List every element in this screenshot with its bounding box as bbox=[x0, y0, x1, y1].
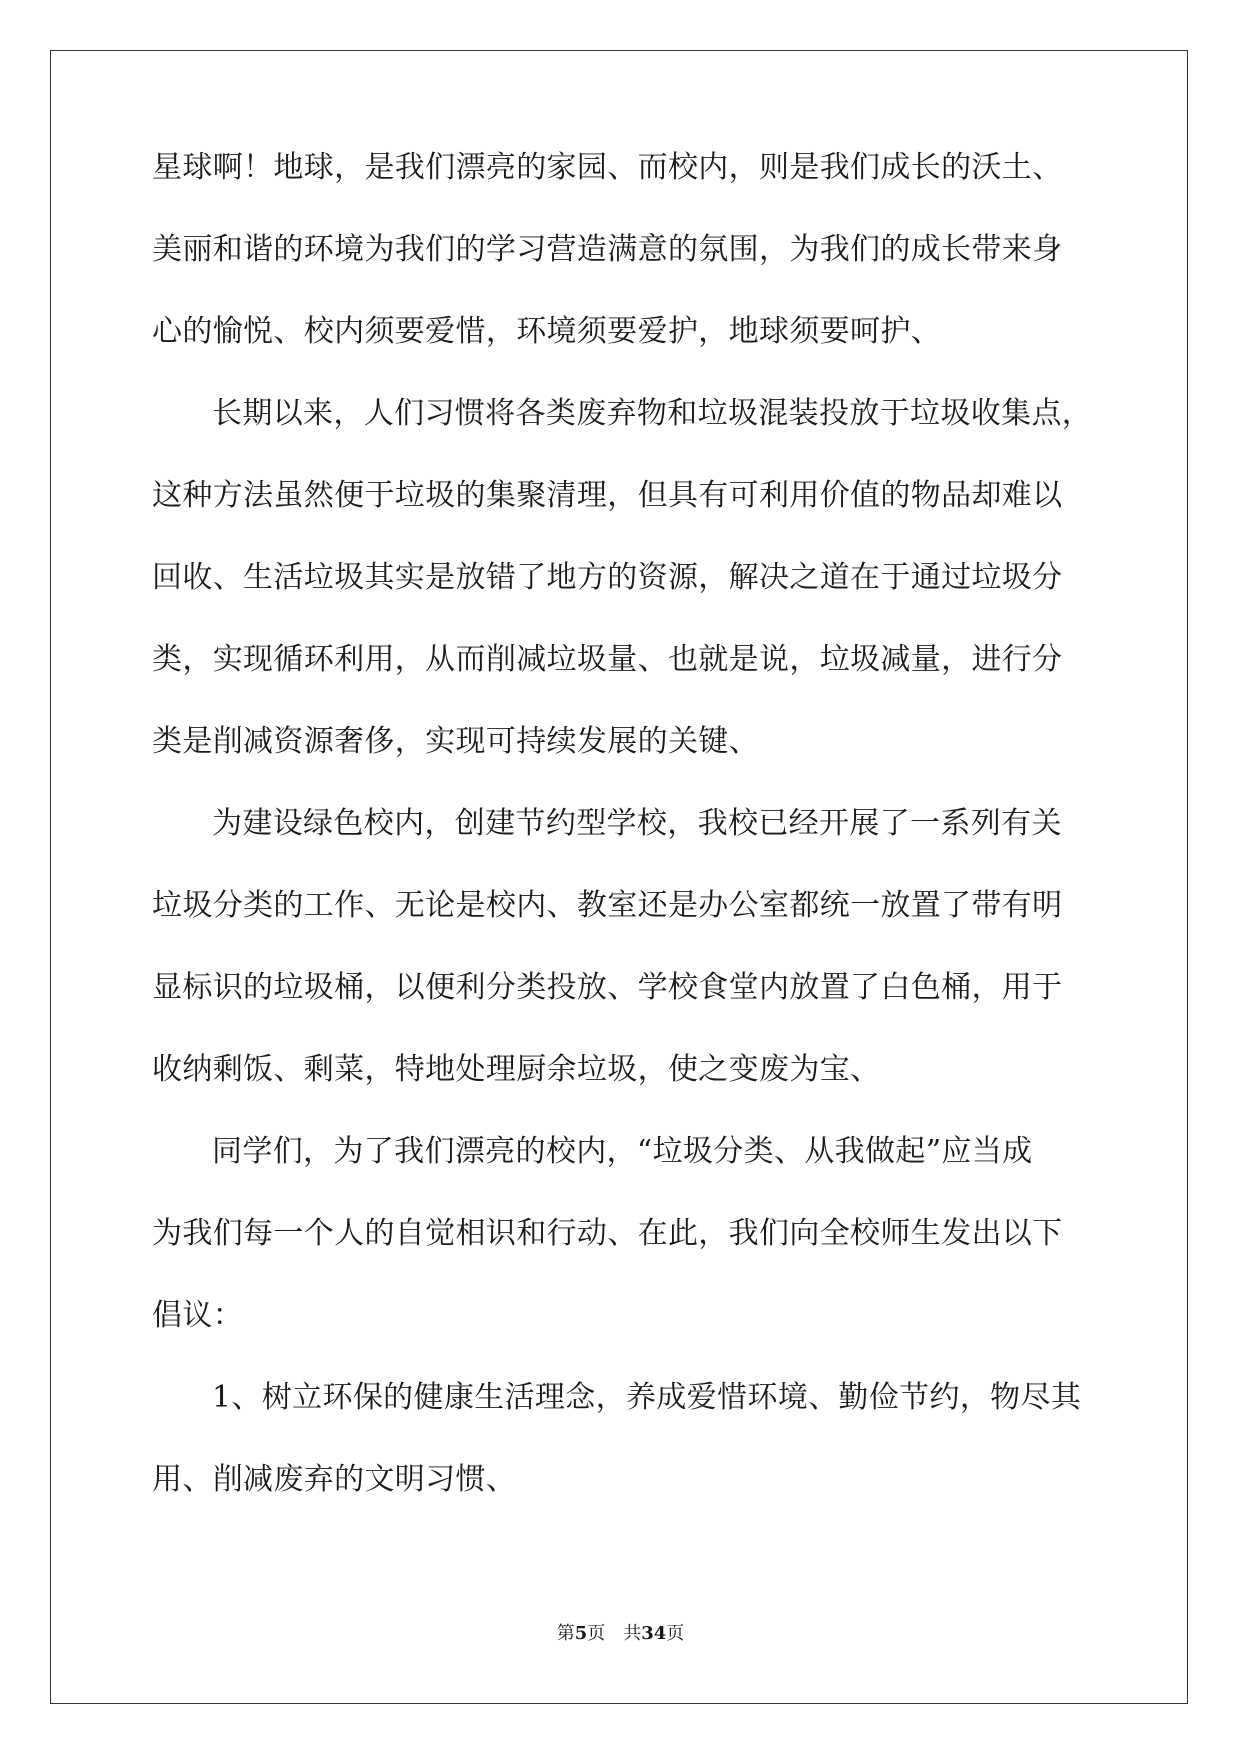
page-suffix: 页 bbox=[587, 1623, 606, 1644]
text-line: 用、削减废弃的文明习惯、 bbox=[152, 1462, 517, 1497]
total-prefix: 共 bbox=[623, 1623, 642, 1644]
paragraph-first-line: 为建设绿色校内，创建节约型学校，我校已经开展了一系列有关 bbox=[212, 806, 1062, 841]
text-line: 心的愉悦、校内须要爱惜，环境须要爱护，地球须要呵护、 bbox=[152, 314, 942, 349]
page-prefix: 第 bbox=[556, 1623, 575, 1644]
paragraph-first-line: 长期以来，人们习惯将各类废弃物和垃圾混装投放于垃圾收集点， bbox=[212, 396, 1093, 431]
page-footer bbox=[0, 1619, 1241, 1645]
text-line: 显标识的垃圾桶，以便利分类投放、学校食堂内放置了白色桶，用于 bbox=[152, 970, 1063, 1005]
text-line: 垃圾分类的工作、无论是校内、教室还是办公室都统一放置了带有明 bbox=[152, 888, 1063, 923]
text-line: 星球啊！地球，是我们漂亮的家园、而校内，则是我们成长的沃土、 bbox=[152, 150, 1063, 185]
total-suffix: 页 bbox=[666, 1623, 685, 1644]
text-line: 类，实现循环利用，从而削减垃圾量、也就是说，垃圾减量，进行分 bbox=[152, 642, 1063, 677]
text-line: 回收、生活垃圾其实是放错了地方的资源，解决之道在于通过垃圾分 bbox=[152, 560, 1063, 595]
document-body bbox=[152, 150, 1093, 1547]
text-line: 倡议： bbox=[152, 1298, 244, 1333]
text-line: 类是削减资源奢侈，实现可持续发展的关键、 bbox=[152, 724, 759, 759]
text-line: 收纳剩饭、剩菜，特地处理厨余垃圾，使之变废为宝、 bbox=[152, 1052, 881, 1087]
text-line: 美丽和谐的环境为我们的学习营造满意的氛围，为我们的成长带来身 bbox=[152, 232, 1063, 267]
page-number: 5 bbox=[574, 1623, 588, 1644]
text-line: 为我们每一个人的自觉相识和行动、在此，我们向全校师生发出以下 bbox=[152, 1216, 1063, 1251]
total-pages: 34 bbox=[641, 1623, 667, 1644]
paragraph-first-line: 1、树立环保的健康生活理念，养成爱惜环境、勤俭节约，物尽其 bbox=[212, 1380, 1082, 1415]
paragraph-first-line: 同学们，为了我们漂亮的校内，“垃圾分类、从我做起”应当成 bbox=[212, 1134, 1033, 1169]
text-line: 这种方法虽然便于垃圾的集聚清理，但具有可利用价值的物品却难以 bbox=[152, 478, 1063, 513]
